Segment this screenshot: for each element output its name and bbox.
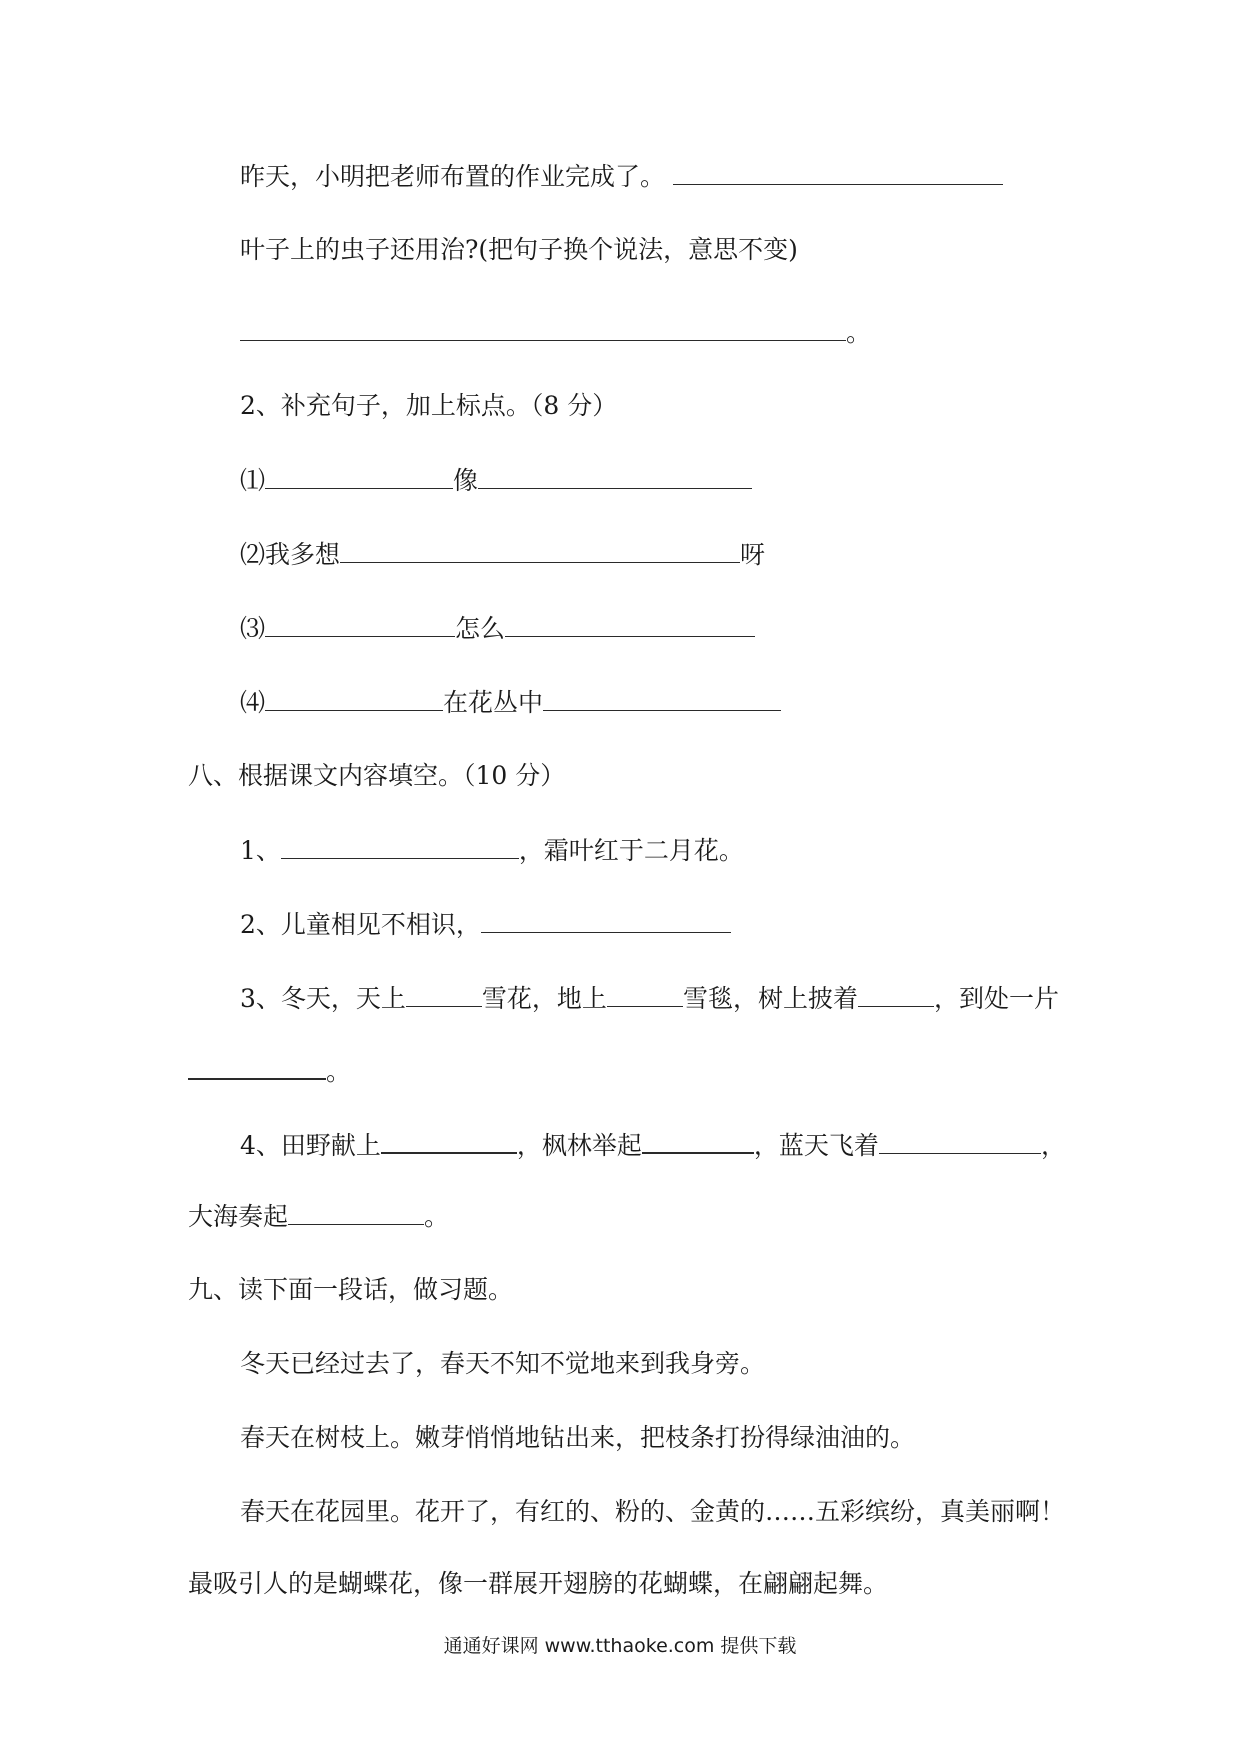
sentence-b-answer-line <box>240 314 871 350</box>
sentence-a-blank[interactable] <box>673 158 1003 185</box>
section8-item-4-part-a: 4、田野献上 <box>240 1131 381 1160</box>
section8-item-1-num: 1、 <box>240 836 281 865</box>
section8-item-4-part-e: 大海奏起 <box>188 1202 289 1231</box>
section8-item-3-blank-1[interactable] <box>406 980 482 1007</box>
sentence-b-line <box>240 232 798 268</box>
passage-paragraph-2-text: 春天在树枝上。嫩芽悄悄地钻出来，把枝条打扮得绿油油的。 <box>240 1423 916 1452</box>
section8-item-1-tail: ，霜叶红于二月花。 <box>518 836 744 865</box>
section8-item-4-blank-3[interactable] <box>879 1127 1041 1154</box>
section9-heading <box>188 1272 513 1308</box>
q2-item-1-blank-b[interactable] <box>478 462 752 489</box>
section9-heading-text: 九、读下面一段话，做习题。 <box>188 1275 514 1304</box>
q2-item-1-word: 像 <box>453 466 479 495</box>
q2-heading <box>240 388 617 424</box>
q2-item-2-word: 我多想 <box>265 540 341 569</box>
section8-item-4-blank-2[interactable] <box>642 1126 754 1154</box>
section8-item-2-text: 2、儿童相见不相识， <box>240 910 481 939</box>
q2-item-3-blank-b[interactable] <box>505 610 755 637</box>
section8-item-4-part-c: ，蓝天飞着 <box>753 1131 879 1160</box>
section8-item-4-part-b: ，枫林举起 <box>516 1131 642 1160</box>
q2-item-3-num: ⑶ <box>240 614 266 643</box>
section8-item-3-cont <box>188 1052 351 1088</box>
q2-item-2-num: ⑵ <box>240 540 266 569</box>
section8-heading-text: 八、根据课文内容填空。（10 分） <box>188 761 566 790</box>
section8-item-3-blank-2[interactable] <box>607 980 683 1007</box>
section8-item-3-part-d: ，到处一片 <box>933 984 1059 1013</box>
section8-item-1-blank[interactable] <box>281 832 519 859</box>
q2-item-1 <box>240 462 752 498</box>
q2-item-3 <box>240 610 755 646</box>
passage-paragraph-3-text: 春天在花园里。花开了，有红的、粉的、金黄的……五彩缤纷，真美丽啊！ <box>240 1497 1066 1526</box>
q2-heading-text: 2、补充句子，加上标点。（8 分） <box>240 391 618 420</box>
section8-item-3-blank-4[interactable] <box>188 1052 326 1080</box>
passage-paragraph-2 <box>240 1420 915 1456</box>
section8-item-3-part-a: 3、冬天，天上 <box>240 984 406 1013</box>
section8-heading <box>188 758 565 794</box>
sentence-a-line <box>240 158 1003 194</box>
section8-item-2 <box>240 906 731 942</box>
section8-item-3-part-b: 雪花，地上 <box>481 984 607 1013</box>
passage-paragraph-1-text: 冬天已经过去了，春天不知不觉地来到我身旁。 <box>240 1349 766 1378</box>
sentence-b-text: 叶子上的虫子还用治?(把句子换个说法，意思不变) <box>240 235 798 264</box>
passage-paragraph-3 <box>240 1494 1065 1530</box>
section8-item-2-blank[interactable] <box>481 906 731 933</box>
page-footer: 通通好课网 www.tthaoke.com 提供下载 <box>443 1635 797 1657</box>
q2-item-3-word: 怎么 <box>455 614 506 643</box>
q2-item-2 <box>240 536 765 572</box>
q2-item-3-blank-a[interactable] <box>265 610 455 637</box>
section8-item-4-cont <box>188 1198 449 1234</box>
q2-item-1-blank-a[interactable] <box>265 462 453 489</box>
q2-item-4-blank-b[interactable] <box>543 684 781 711</box>
q2-item-4 <box>240 684 781 720</box>
section8-item-4 <box>240 1126 1066 1162</box>
q2-item-2-tail: 呀 <box>740 540 766 569</box>
section8-item-1 <box>240 832 744 868</box>
passage-paragraph-3-cont <box>188 1566 888 1602</box>
section8-item-3-part-c: 雪毯，树上披着 <box>682 984 858 1013</box>
section8-item-4-blank-1[interactable] <box>381 1126 517 1154</box>
end-mark: 。 <box>846 318 872 347</box>
q2-item-4-num: ⑷ <box>240 688 266 717</box>
q2-item-4-blank-a[interactable] <box>265 684 443 711</box>
q2-item-1-num: ⑴ <box>240 466 266 495</box>
q2-item-2-blank[interactable] <box>340 536 740 563</box>
q2-item-4-word: 在花丛中 <box>443 688 544 717</box>
section8-item-4-blank-4[interactable] <box>288 1198 424 1225</box>
passage-paragraph-1 <box>240 1346 765 1382</box>
section8-item-3-end: 。 <box>326 1057 352 1086</box>
section8-item-3 <box>240 980 1059 1016</box>
sentence-a-text: 昨天，小明把老师布置的作业完成了。 <box>240 162 666 191</box>
passage-paragraph-3-cont-text: 最吸引人的是蝴蝶花，像一群展开翅膀的花蝴蝶，在翩翩起舞。 <box>188 1569 889 1598</box>
section8-item-4-end: 。 <box>424 1202 450 1231</box>
sentence-b-blank[interactable] <box>240 314 846 341</box>
section8-item-4-part-d: ， <box>1040 1131 1066 1160</box>
section8-item-3-blank-3[interactable] <box>858 980 934 1007</box>
